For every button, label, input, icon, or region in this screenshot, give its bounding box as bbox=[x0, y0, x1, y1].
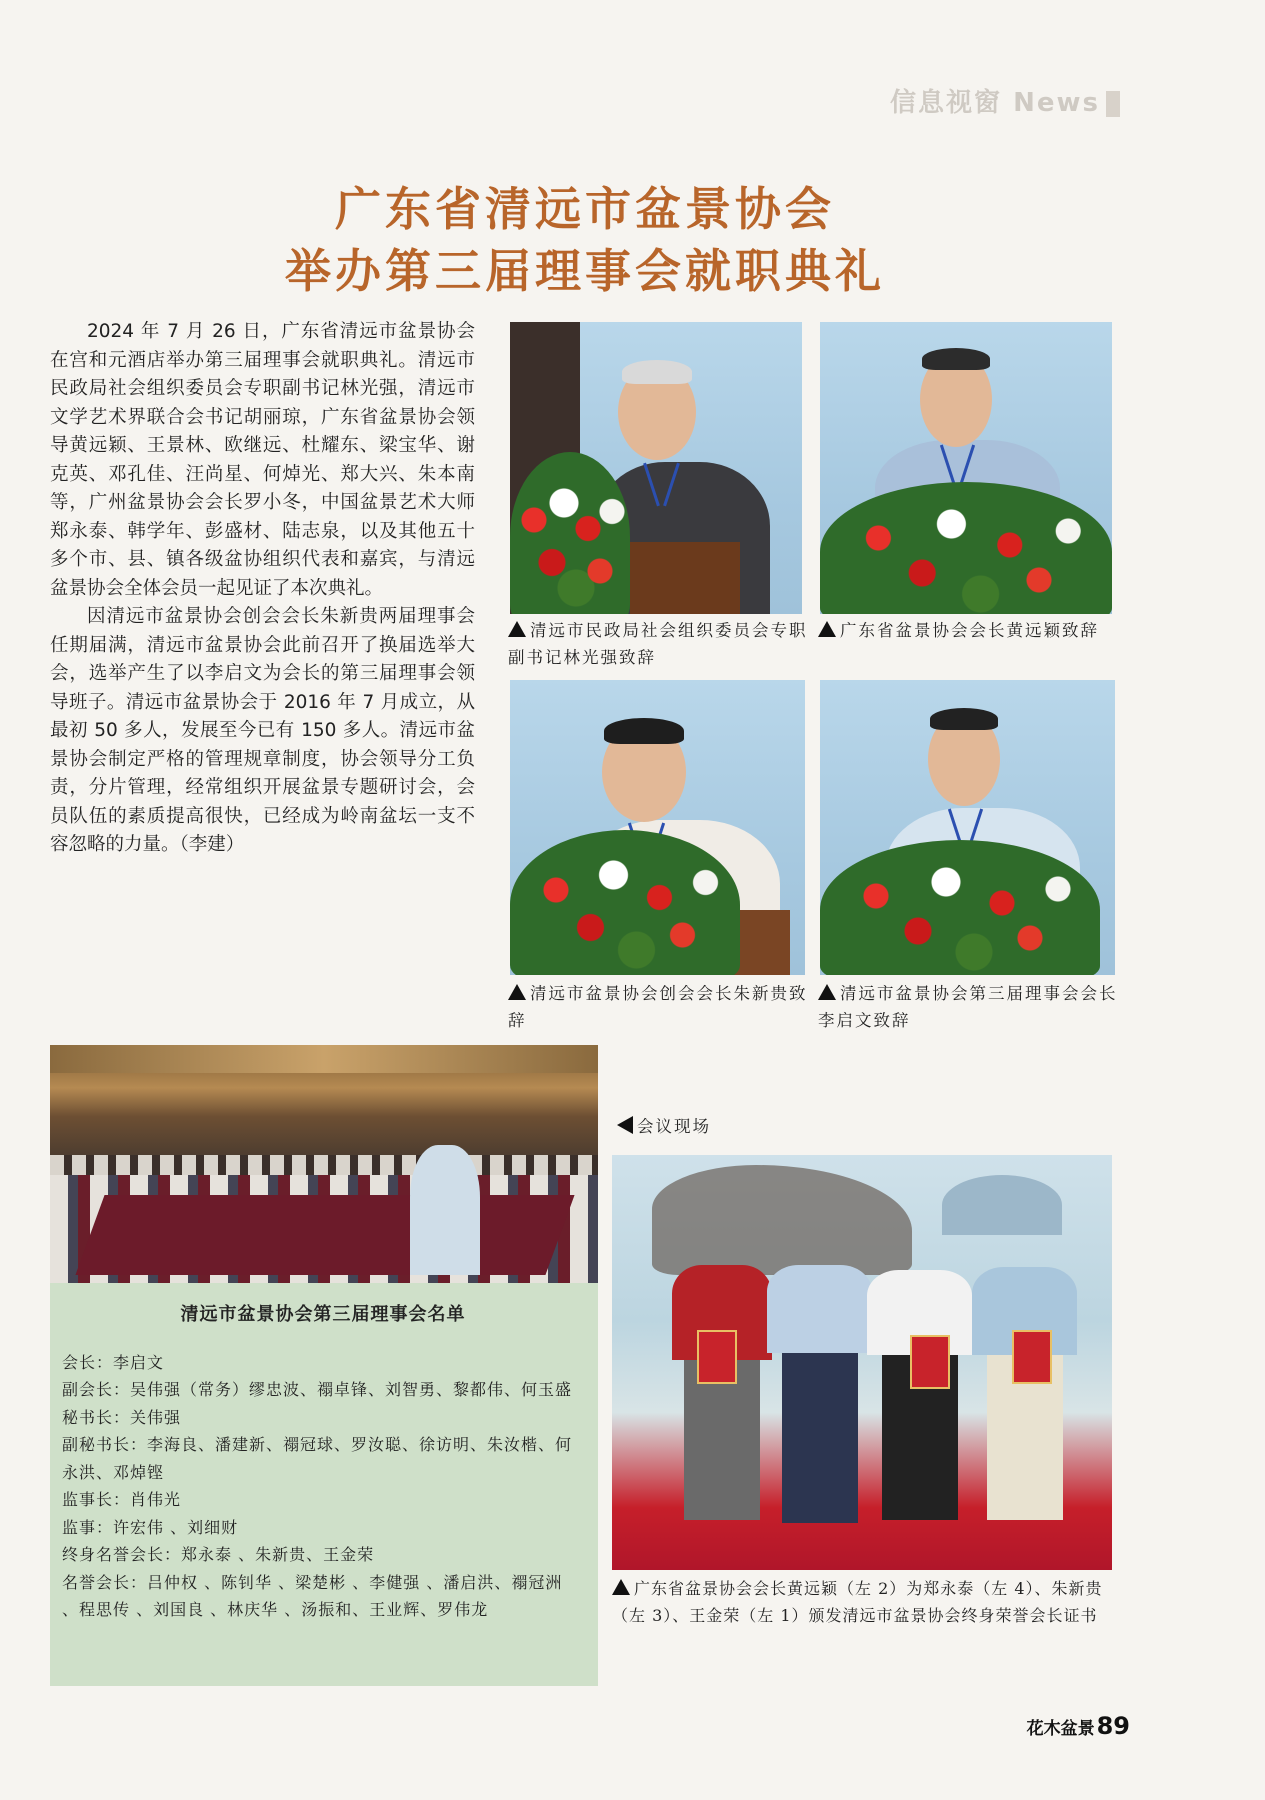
roster-row: 秘书长：关伟强 bbox=[62, 1407, 182, 1427]
photo-meeting-hall bbox=[50, 1045, 598, 1283]
triangle-icon bbox=[508, 984, 526, 1000]
body-paragraph-1: 2024 年 7 月 26 日，广东省清远市盆景协会在宫和元酒店举办第三届理事会就职典礼。清远市民政局社会组织委员会专职副书记林光强，清远市文学艺术界联合会书记胡丽琼，广东省盆景协会领导黄远颖、王景林、欧继远、杜耀东、梁宝华、谢克英、邓孔佳、汪尚星、何焯光、郑大兴、朱本南等，广州盆景协会会长罗小冬，中国盆景艺术大师郑永泰、韩学年、彭盛材、陆志泉，以及其他五十多个市、县、镇各级盆协组织代表和嘉宾，与清远盆景协会全体会员一起见证了本次典礼。 bbox=[50, 321, 475, 599]
roster-row: 监事：许宏伟 、刘细财 bbox=[62, 1517, 239, 1537]
caption-ceremony: 广东省盆景协会会长黄远颖（左 2）为郑永泰（左 4）、朱新贵（左 3）、王金荣（左 1）颁发清远市盆景协会终身荣誉会长证书 bbox=[612, 1579, 1103, 1625]
title-line-1: 广东省清远市盆景协会 bbox=[335, 182, 835, 236]
article-title bbox=[60, 178, 1110, 302]
photo-speaker-4 bbox=[820, 680, 1115, 975]
council-roster bbox=[50, 1283, 598, 1686]
photo-speaker-2 bbox=[820, 322, 1112, 614]
article-body bbox=[50, 318, 475, 860]
roster-row: 名誉会长：吕仲权 、陈钊华 、梁楚彬 、李健强 、潘启洪、禤冠洲 、程思传 、刘国良 、林庆华 、汤振和、王业辉、罗伟龙 bbox=[62, 1572, 563, 1619]
left-triangle-icon bbox=[617, 1116, 633, 1134]
triangle-icon bbox=[818, 984, 836, 1000]
body-paragraph-2: 因清远市盆景协会创会会长朱新贵两届理事会任期届满，清远市盆景协会此前召开了换届选举大会，选举产生了以李启文为会长的第三届理事会领导班子。清远市盆景协会于 2016 年 7 月成立，从最初 50 多人，发展至今已有 150 多人。清远市盆景协会制定严格的管理规章制度，协会领导分工负责，分片管理，经常组织开展盆景专题研讨会，会员队伍的素质提高很快，已经成为岭南盆坛一支不容忽略的力量。（李建） bbox=[50, 606, 475, 855]
caption-photo-4: 清远市盆景协会第三届理事会会长李启文致辞 bbox=[818, 984, 1118, 1030]
section-tag-bar bbox=[1106, 91, 1120, 117]
section-tag bbox=[860, 82, 1120, 116]
roster-row: 终身名誉会长：郑永泰 、朱新贵、王金荣 bbox=[62, 1545, 375, 1564]
magazine-name: 花木盆景 bbox=[1026, 1719, 1095, 1739]
roster-row: 副会长：吴伟强（常务）缪忠波、禤卓锋、刘智勇、黎都伟、何玉盛 bbox=[62, 1380, 573, 1399]
caption-photo-3: 清远市盆景协会创会会长朱新贵致辞 bbox=[508, 984, 808, 1030]
title-line-2: 举办第三届理事会就职典礼 bbox=[285, 244, 885, 298]
roster-row: 会长：李启文 bbox=[62, 1352, 165, 1372]
photo-speaker-3 bbox=[510, 680, 805, 975]
caption-meeting: 会议现场 bbox=[617, 1113, 817, 1140]
triangle-icon bbox=[508, 621, 526, 637]
triangle-icon bbox=[612, 1579, 630, 1595]
roster-heading: 清远市盆景协会第三届理事会名单 bbox=[180, 1304, 466, 1325]
caption-photo-1: 清远市民政局社会组织委员会专职副书记林光强致辞 bbox=[508, 621, 808, 667]
page-number: 89 bbox=[1096, 1712, 1130, 1740]
photo-certificate-ceremony bbox=[612, 1155, 1112, 1570]
section-tag-text: 信息视窗 News bbox=[890, 88, 1100, 118]
photo-speaker-1 bbox=[510, 322, 802, 614]
page-footer bbox=[1000, 1712, 1130, 1740]
roster-row: 副秘书长：李海良、潘建新、禤冠球、罗汝聪、徐访明、朱汝楷、何永洪、邓焯铿 bbox=[62, 1435, 573, 1482]
roster-row: 监事长：肖伟光 bbox=[62, 1490, 182, 1509]
triangle-icon bbox=[818, 621, 836, 637]
caption-photo-2: 广东省盆景协会会长黄远颖致辞 bbox=[818, 617, 1118, 644]
